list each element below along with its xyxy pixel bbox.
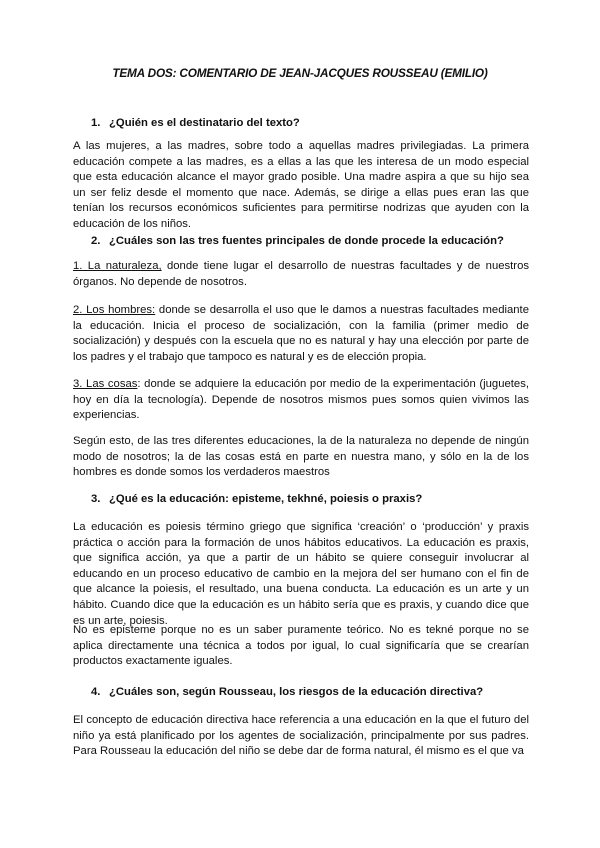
- question-4-heading: [91, 685, 551, 701]
- question-3-text: ¿Qué es la educación: episteme, tekhné, poiesis o praxis?: [109, 493, 423, 505]
- paragraph-1: A las mujeres, a las madres, sobre todo a aquellas madres privilegiadas. La primera educación compete a las madres, es a ellas a las que les interesa de un modo especial que esta educación alcance el mayor grado posible. Una madre aspira a que su hijo sea un ser feliz desde el momento que nace. Además, se dirige a ellas pues eran las que tenían los recursos económicos suficientes para permitirse nodrizas que ayuden con la educación de los niños.: [73, 140, 529, 230]
- question-4-number: 4.: [91, 686, 101, 698]
- paragraph-episteme: No es episteme porque no es un saber puramente teórico. No es tekné porque no se aplica directamente una técnica a todos por igual, lo cual significaría que se crearían productos exactamente iguales.: [73, 624, 529, 668]
- paragraph-hombres: [73, 303, 529, 365]
- source-text-naturaleza: donde tiene lugar el desarrollo de nuestras facultades y de nuestros órganos. No depende de nosotros.: [73, 260, 529, 288]
- source-text-cosas: : donde se adquiere la educación por medio de la experimentación (juguetes, hoy en día la tecnología). Depende de nosotros mismos pues somos quien vivimos las experiencias.: [73, 378, 529, 422]
- paragraph-conclusion: Según esto, de las tres diferentes educaciones, la de la naturaleza no depende de ningún modo de nosotros; la de las cosas está en parte en nuestra mano, y sólo en la de los hombres es donde somos los verdaderos maestros: [73, 435, 529, 479]
- question-4-text: ¿Cuáles son, según Rousseau, los riesgos de la educación directiva?: [109, 686, 484, 698]
- paragraph-educacion-directiva: El concepto de educación directiva hace referencia a una educación en la que el futuro del niño ya está planificado por los agentes de socialización, principalmente por sus padres. Para Rousseau la educación del niño se debe dar de forma natural, él mismo es el que va: [73, 714, 529, 758]
- source-label-hombres: 2. Los hombres:: [73, 304, 156, 316]
- question-2-text: ¿Cuáles son las tres fuentes principales de donde procede la educación?: [109, 235, 504, 247]
- question-3-number: 3.: [91, 493, 101, 505]
- source-label-naturaleza: 1. La naturaleza,: [73, 260, 162, 272]
- paragraph-poiesis-praxis: La educación es poiesis término griego que significa ‘creación’ o ‘producción’ y praxis práctica o acción para la formación de unos hábitos educativos. La educación es praxis, que significa acción, ya que a partir de un hábito se quiere conseguir involucrar al educando en un proceso educativo de cambio en la mejora del ser humano con el fin de que alcance la poiesis, el resultado, una buena conducta. La educación es un arte y un hábito. Cuando dice que la educación es un hábito sería que es praxis, y cuando dice que es un arte, poiesis.: [73, 521, 529, 627]
- paragraph-cosas: [73, 377, 529, 424]
- paragraph-naturaleza: [73, 259, 529, 290]
- question-2-number: 2.: [91, 235, 101, 247]
- document-title: TEMA DOS: COMENTARIO DE JEAN-JACQUES ROUSSEAU (EMILIO): [112, 66, 488, 80]
- question-2-heading: [91, 234, 551, 250]
- question-1-text: ¿Quién es el destinatario del texto?: [109, 117, 300, 129]
- question-1-number: 1.: [91, 117, 101, 129]
- question-3-heading: [91, 492, 551, 508]
- question-1-heading: [91, 116, 551, 132]
- source-label-cosas: 3. Las cosas: [73, 378, 138, 390]
- source-text-hombres: donde se desarrolla el uso que le damos a nuestras facultades mediante la educación. Inicia el proceso de socialización, con la familia (primer medio de socialización) y después con la escuela que no es natural y hay una elección por parte de los padres y el trabajo que tampoco es natural y es de elección propia.: [73, 304, 529, 363]
